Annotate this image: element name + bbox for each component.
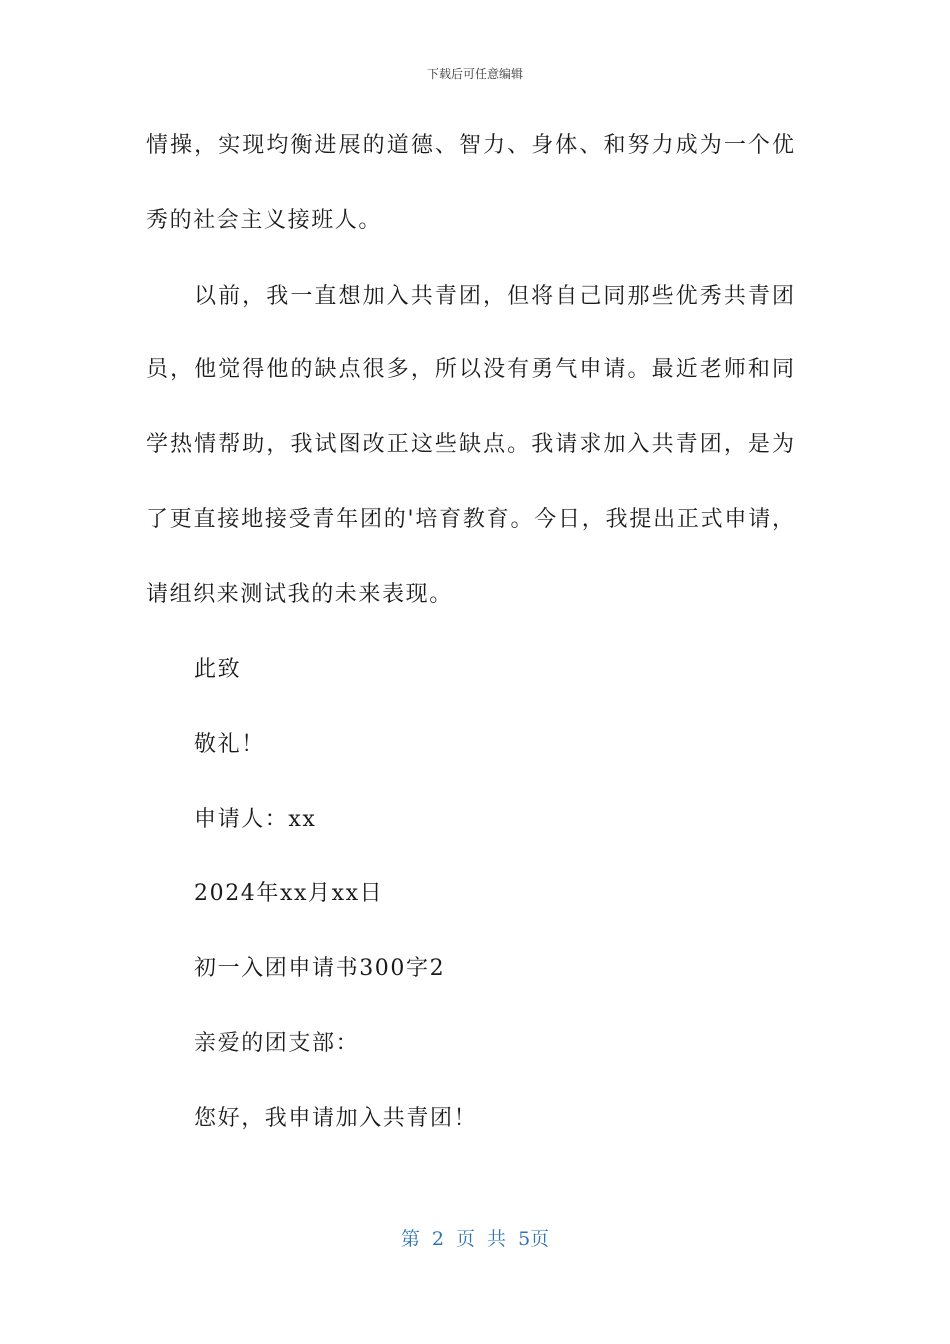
paragraph-line: 情操，实现均衡进展的道德、智力、身体、和努力成为一个优 xyxy=(146,133,794,158)
section-title: 初一入团申请书300字2 xyxy=(194,956,446,981)
page-indicator: 第 2 页 共 5页 xyxy=(400,1228,550,1250)
paragraph-line: 秀的社会主义接班人。 xyxy=(146,208,383,233)
paragraph-line: 学热情帮助，我试图改正这些缺点。我请求加入共青团，是为 xyxy=(146,432,794,457)
page-header-note: 下载后可任意编辑 xyxy=(426,67,523,81)
paragraph-line: 员，他觉得他的缺点很多，所以没有勇气申请。最近老师和同 xyxy=(146,357,794,382)
closing-salutation: 此致 xyxy=(194,657,242,682)
application-date: 2024年xx月xx日 xyxy=(194,881,384,906)
closing-regards: 敬礼！ xyxy=(194,732,265,757)
paragraph-line: 了更直接地接受青年团的'培育教育。今日，我提出正式申请， xyxy=(146,507,794,532)
opening-line: 您好，我申请加入共青团！ xyxy=(194,1106,478,1131)
applicant-name: 申请人：xx xyxy=(194,807,317,832)
paragraph-line: 以前，我一直想加入共青团，但将自己同那些优秀共青团 xyxy=(194,284,794,309)
greeting-line: 亲爱的团支部： xyxy=(194,1031,360,1056)
paragraph-line: 请组织来测试我的未来表现。 xyxy=(146,582,453,607)
